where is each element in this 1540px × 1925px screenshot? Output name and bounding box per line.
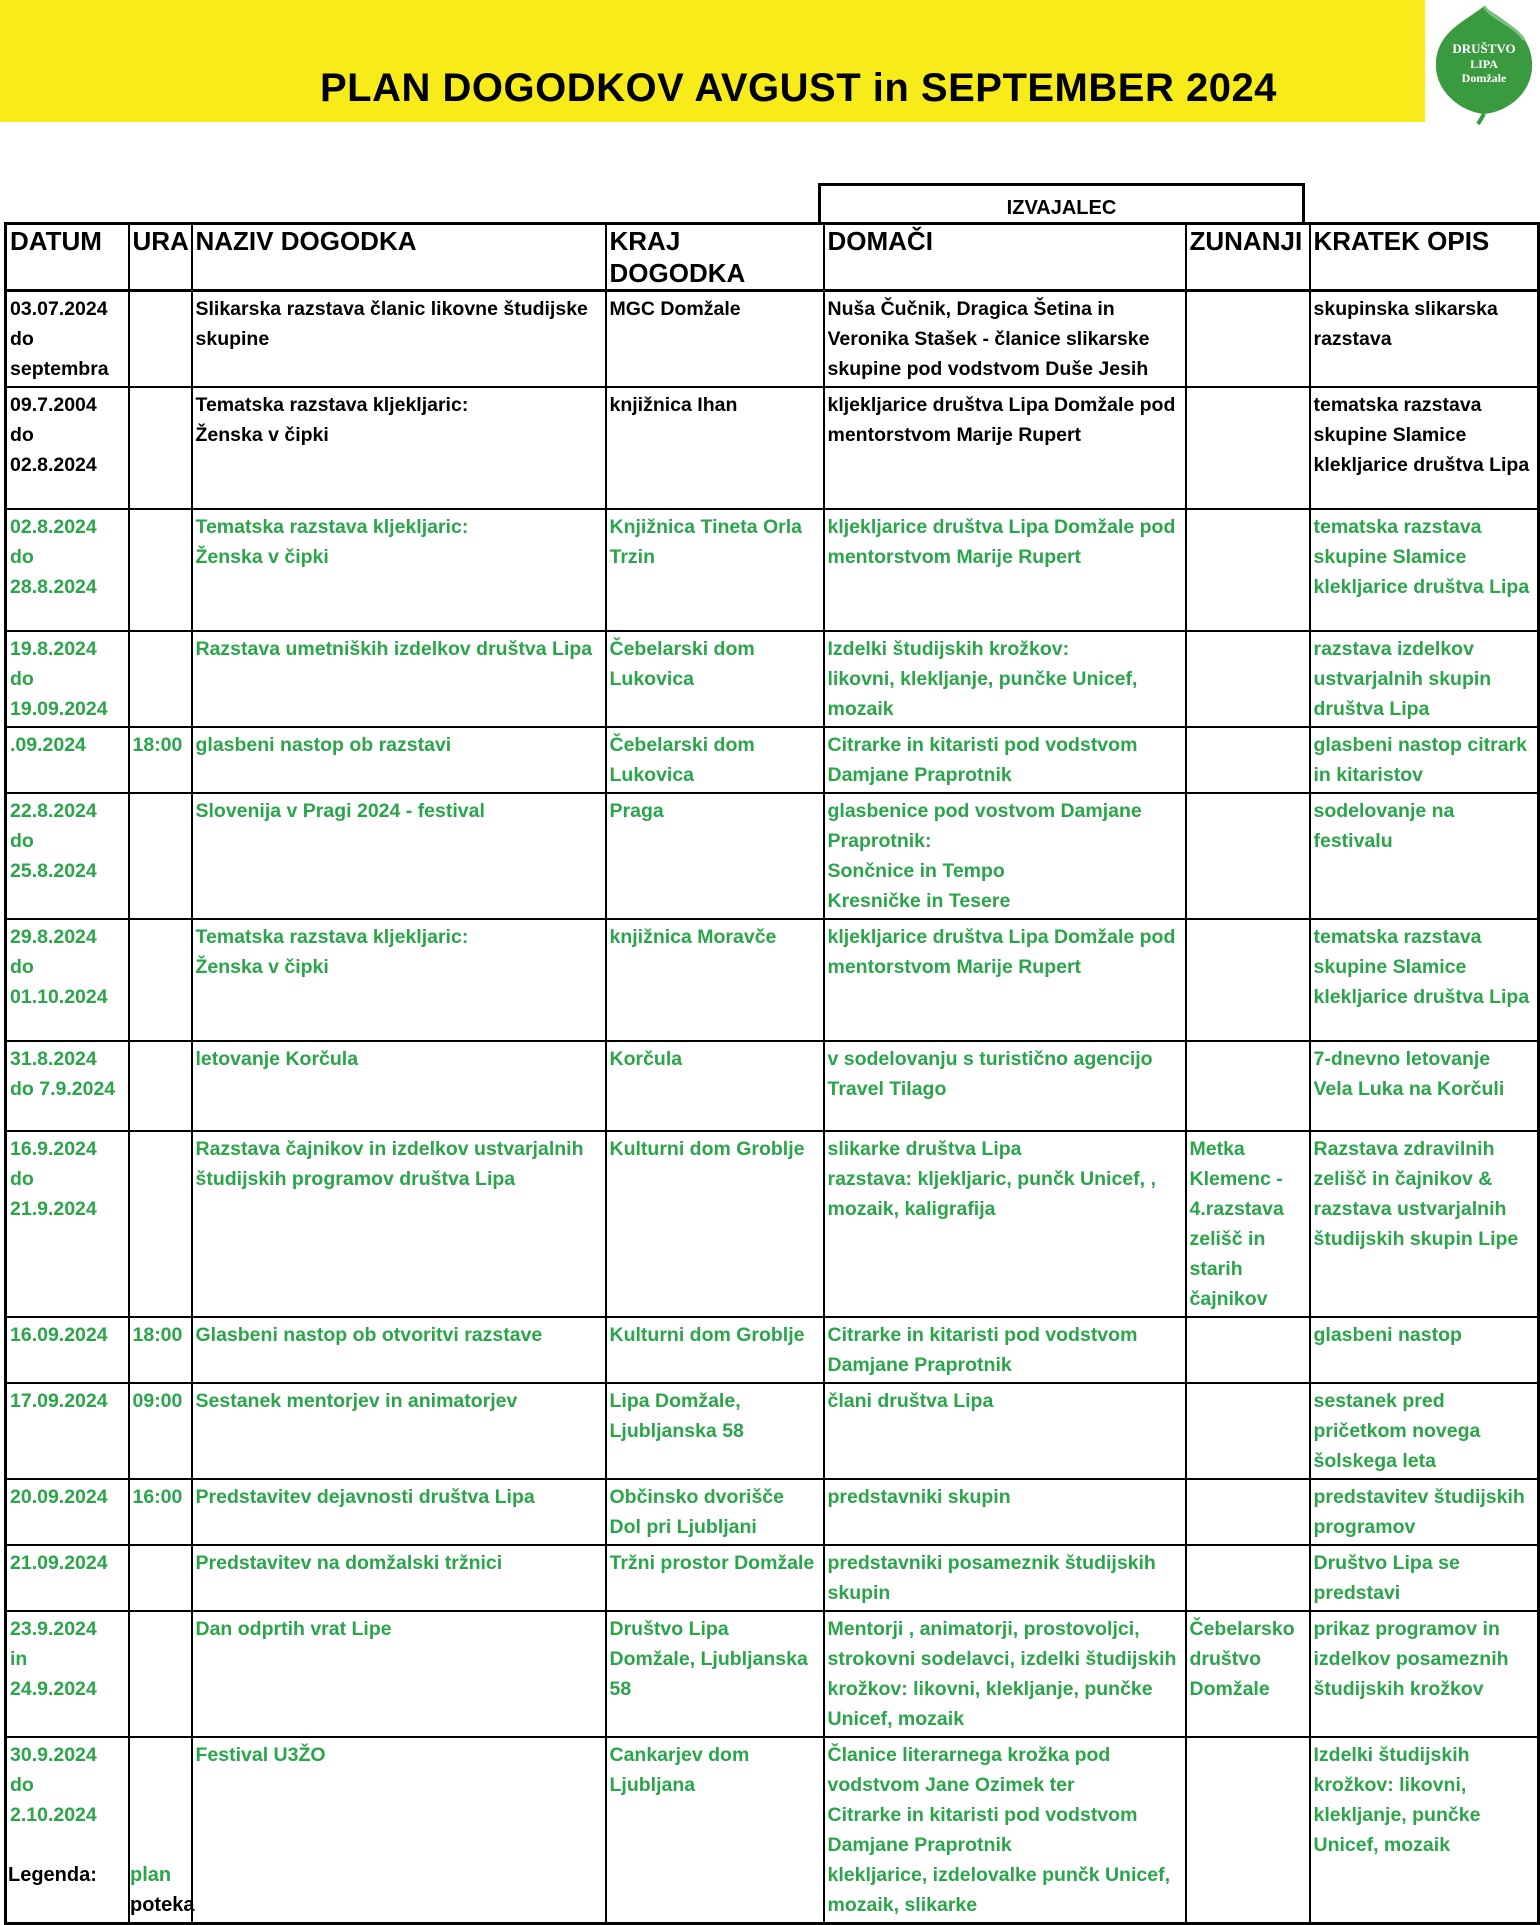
- table-row: [6, 727, 1539, 793]
- cell-naziv: Tematska razstava kljekljaric: Ženska v čipki: [192, 387, 606, 509]
- col-kraj: KRAJ DOGODKA: [606, 224, 824, 291]
- table-row: [6, 631, 1539, 727]
- cell-zunanji: [1186, 1737, 1310, 1924]
- cell-naziv: letovanje Korčula: [192, 1041, 606, 1131]
- cell-domaci: glasbenice pod vostvom Damjane Praprotnik: Sončnice in Tempo Kresničke in Tesere: [824, 793, 1186, 919]
- page-title: PLAN DOGODKOV AVGUST in SEPTEMBER 2024: [320, 66, 1277, 110]
- cell-opis: Razstava zdravilnih zelišč in čajnikov & razstava ustvarjalnih študijskih skupin Lipe: [1310, 1131, 1539, 1317]
- logo-line-3: Domžale: [1461, 71, 1507, 85]
- cell-kraj: Društvo Lipa Domžale, Ljubljanska 58: [606, 1611, 824, 1737]
- cell-kraj: Korčula: [606, 1041, 824, 1131]
- table-header-row: [6, 224, 1539, 291]
- cell-datum: 17.09.2024: [6, 1383, 129, 1479]
- cell-naziv: Slovenija v Pragi 2024 - festival: [192, 793, 606, 919]
- legend-plan: plan: [130, 1864, 172, 1886]
- cell-datum: 31.8.2024 do 7.9.2024: [6, 1041, 129, 1131]
- cell-kraj: Tržni prostor Domžale: [606, 1545, 824, 1611]
- table-row: [6, 291, 1539, 388]
- cell-datum: 30.9.2024 do 2.10.2024: [6, 1737, 129, 1924]
- cell-naziv: Razstava umetniških izdelkov društva Lipa: [192, 631, 606, 727]
- cell-zunanji: [1186, 1479, 1310, 1545]
- cell-domaci: Citrarke in kitaristi pod vodstvom Damjane Praprotnik: [824, 727, 1186, 793]
- cell-ura: [129, 509, 192, 631]
- cell-datum: 22.8.2024 do 25.8.2024: [6, 793, 129, 919]
- cell-datum: 03.07.2024 do septembra: [6, 291, 129, 388]
- cell-opis: razstava izdelkov ustvarjalnih skupin društva Lipa: [1310, 631, 1539, 727]
- cell-naziv: Sestanek mentorjev in animatorjev: [192, 1383, 606, 1479]
- drustvo-lipa-logo: [1428, 0, 1540, 125]
- cell-ura: [129, 1611, 192, 1737]
- table-row: [6, 793, 1539, 919]
- cell-ura: [129, 387, 192, 509]
- cell-opis: Izdelki študijskih krožkov: likovni, klekljanje, punčke Unicef, mozaik: [1310, 1737, 1539, 1924]
- cell-datum: 21.09.2024: [6, 1545, 129, 1611]
- cell-opis: sodelovanje na festivalu: [1310, 793, 1539, 919]
- cell-ura: [129, 291, 192, 388]
- cell-opis: glasbeni nastop: [1310, 1317, 1539, 1383]
- table-row: [6, 1611, 1539, 1737]
- cell-ura: 18:00: [129, 1317, 192, 1383]
- cell-ura: [129, 1131, 192, 1317]
- cell-datum: 16.9.2024 do 21.9.2024: [6, 1131, 129, 1317]
- col-zunanji: ZUNANJI: [1186, 224, 1310, 291]
- table-row: [6, 1041, 1539, 1131]
- cell-opis: glasbeni nastop citrark in kitaristov: [1310, 727, 1539, 793]
- cell-domaci: predstavniki skupin: [824, 1479, 1186, 1545]
- cell-domaci: Citrarke in kitaristi pod vodstvom Damjane Praprotnik: [824, 1317, 1186, 1383]
- cell-zunanji: Metka Klemenc - 4.razstava zelišč in starih čajnikov: [1186, 1131, 1310, 1317]
- table-row: [6, 1737, 1539, 1924]
- cell-zunanji: [1186, 509, 1310, 631]
- logo-line-2: LIPA: [1470, 57, 1498, 71]
- cell-ura: [129, 919, 192, 1041]
- table-row: [6, 1317, 1539, 1383]
- cell-domaci: člani društva Lipa: [824, 1383, 1186, 1479]
- cell-kraj: MGC Domžale: [606, 291, 824, 388]
- cell-zunanji: [1186, 291, 1310, 388]
- table-row: [6, 387, 1539, 509]
- cell-zunanji: [1186, 1041, 1310, 1131]
- cell-domaci: kljekljarice društva Lipa Domžale pod mentorstvom Marije Rupert: [824, 509, 1186, 631]
- table-row: [6, 1131, 1539, 1317]
- cell-domaci: Nuša Čučnik, Dragica Šetina in Veronika Stašek - članice slikarske skupine pod vodstvom Duše Jesih: [824, 291, 1186, 388]
- cell-zunanji: Čebelarsko društvo Domžale: [1186, 1611, 1310, 1737]
- legend-poteka: poteka: [130, 1894, 195, 1916]
- cell-domaci: Izdelki študijskih krožkov: likovni, klekljanje, punčke Unicef, mozaik: [824, 631, 1186, 727]
- table-row: [6, 1479, 1539, 1545]
- cell-datum: 23.9.2024 in 24.9.2024: [6, 1611, 129, 1737]
- col-naziv: NAZIV DOGODKA: [192, 224, 606, 291]
- cell-kraj: Kulturni dom Groblje: [606, 1131, 824, 1317]
- col-domaci: DOMAČI: [824, 224, 1186, 291]
- cell-ura: 18:00: [129, 727, 192, 793]
- cell-naziv: Dan odprtih vrat Lipe: [192, 1611, 606, 1737]
- cell-naziv: Tematska razstava kljekljaric: Ženska v čipki: [192, 509, 606, 631]
- cell-opis: 7-dnevno letovanje Vela Luka na Korčuli: [1310, 1041, 1539, 1131]
- cell-opis: tematska razstava skupine Slamice klekljarice društva Lipa: [1310, 387, 1539, 509]
- cell-domaci: Članice literarnega krožka pod vodstvom Jane Ozimek ter Citrarke in kitaristi pod vodstvom Damjane Praprotnik klekljarice, izdelovalke punčk Unicef, mozaik, slikarke: [824, 1737, 1186, 1924]
- cell-naziv: Tematska razstava kljekljaric: Ženska v čipki: [192, 919, 606, 1041]
- cell-zunanji: [1186, 631, 1310, 727]
- cell-datum: 16.09.2024: [6, 1317, 129, 1383]
- table-row: [6, 919, 1539, 1041]
- cell-zunanji: [1186, 727, 1310, 793]
- cell-kraj: Cankarjev dom Ljubljana: [606, 1737, 824, 1924]
- cell-ura: 16:00: [129, 1479, 192, 1545]
- cell-domaci: predstavniki posameznik študijskih skupin: [824, 1545, 1186, 1611]
- col-ura: URA: [129, 224, 192, 291]
- cell-datum: .09.2024: [6, 727, 129, 793]
- cell-domaci: v sodelovanju s turistično agencijo Travel Tilago: [824, 1041, 1186, 1131]
- cell-ura: 09:00: [129, 1383, 192, 1479]
- cell-naziv: Festival U3ŽO: [192, 1737, 606, 1924]
- cell-datum: 09.7.2004 do 02.8.2024: [6, 387, 129, 509]
- cell-kraj: Občinsko dvorišče Dol pri Ljubljani: [606, 1479, 824, 1545]
- cell-opis: predstavitev študijskih programov: [1310, 1479, 1539, 1545]
- cell-kraj: Čebelarski dom Lukovica: [606, 631, 824, 727]
- cell-opis: tematska razstava skupine Slamice klekljarice društva Lipa: [1310, 509, 1539, 631]
- cell-domaci: kljekljarice društva Lipa Domžale pod mentorstvom Marije Rupert: [824, 919, 1186, 1041]
- cell-kraj: Kulturni dom Groblje: [606, 1317, 824, 1383]
- cell-domaci: Mentorji , animatorji, prostovoljci, strokovni sodelavci, izdelki študijskih krožkov: likovni, klekljanje, punčke Unicef, mozaik: [824, 1611, 1186, 1737]
- cell-naziv: Predstavitev dejavnosti društva Lipa: [192, 1479, 606, 1545]
- cell-ura: [129, 793, 192, 919]
- cell-kraj: Knjižnica Tineta Orla Trzin: [606, 509, 824, 631]
- cell-domaci: kljekljarice društva Lipa Domžale pod mentorstvom Marije Rupert: [824, 387, 1186, 509]
- cell-kraj: Čebelarski dom Lukovica: [606, 727, 824, 793]
- cell-naziv: Glasbeni nastop ob otvoritvi razstave: [192, 1317, 606, 1383]
- cell-zunanji: [1186, 919, 1310, 1041]
- cell-zunanji: [1186, 387, 1310, 509]
- table-row: [6, 1545, 1539, 1611]
- cell-ura: [129, 1545, 192, 1611]
- cell-opis: tematska razstava skupine Slamice klekljarice društva Lipa: [1310, 919, 1539, 1041]
- cell-opis: sestanek pred pričetkom novega šolskega leta: [1310, 1383, 1539, 1479]
- cell-kraj: Praga: [606, 793, 824, 919]
- cell-domaci: slikarke društva Lipa razstava: kljekljaric, punčk Unicef, , mozaik, kaligrafija: [824, 1131, 1186, 1317]
- cell-datum: 20.09.2024: [6, 1479, 129, 1545]
- col-datum: DATUM: [6, 224, 129, 291]
- cell-opis: prikaz programov in izdelkov posameznih študijskih krožkov: [1310, 1611, 1539, 1737]
- events-table: [4, 222, 1540, 1925]
- cell-naziv: Predstavitev na domžalski tržnici: [192, 1545, 606, 1611]
- table-row: [6, 509, 1539, 631]
- cell-opis: skupinska slikarska razstava: [1310, 291, 1539, 388]
- cell-zunanji: [1186, 1383, 1310, 1479]
- table-row: [6, 1383, 1539, 1479]
- logo-line-1: DRUŠTVO: [1452, 41, 1516, 56]
- cell-zunanji: [1186, 1317, 1310, 1383]
- cell-ura: [129, 631, 192, 727]
- cell-datum: 02.8.2024 do 28.8.2024: [6, 509, 129, 631]
- cell-naziv: Slikarska razstava članic likovne študijske skupine: [192, 291, 606, 388]
- cell-naziv: glasbeni nastop ob razstavi: [192, 727, 606, 793]
- cell-kraj: Lipa Domžale, Ljubljanska 58: [606, 1383, 824, 1479]
- cell-zunanji: [1186, 793, 1310, 919]
- legend-label: Legenda:: [8, 1864, 97, 1886]
- cell-opis: Društvo Lipa se predstavi: [1310, 1545, 1539, 1611]
- izvajalec-group-header: IZVAJALEC: [818, 183, 1305, 223]
- cell-naziv: Razstava čajnikov in izdelkov ustvarjalnih študijskih programov društva Lipa: [192, 1131, 606, 1317]
- cell-ura: [129, 1041, 192, 1131]
- cell-kraj: knjižnica Ihan: [606, 387, 824, 509]
- cell-zunanji: [1186, 1545, 1310, 1611]
- col-opis: KRATEK OPIS: [1310, 224, 1539, 291]
- cell-datum: 29.8.2024 do 01.10.2024: [6, 919, 129, 1041]
- cell-kraj: knjižnica Moravče: [606, 919, 824, 1041]
- cell-datum: 19.8.2024 do 19.09.2024: [6, 631, 129, 727]
